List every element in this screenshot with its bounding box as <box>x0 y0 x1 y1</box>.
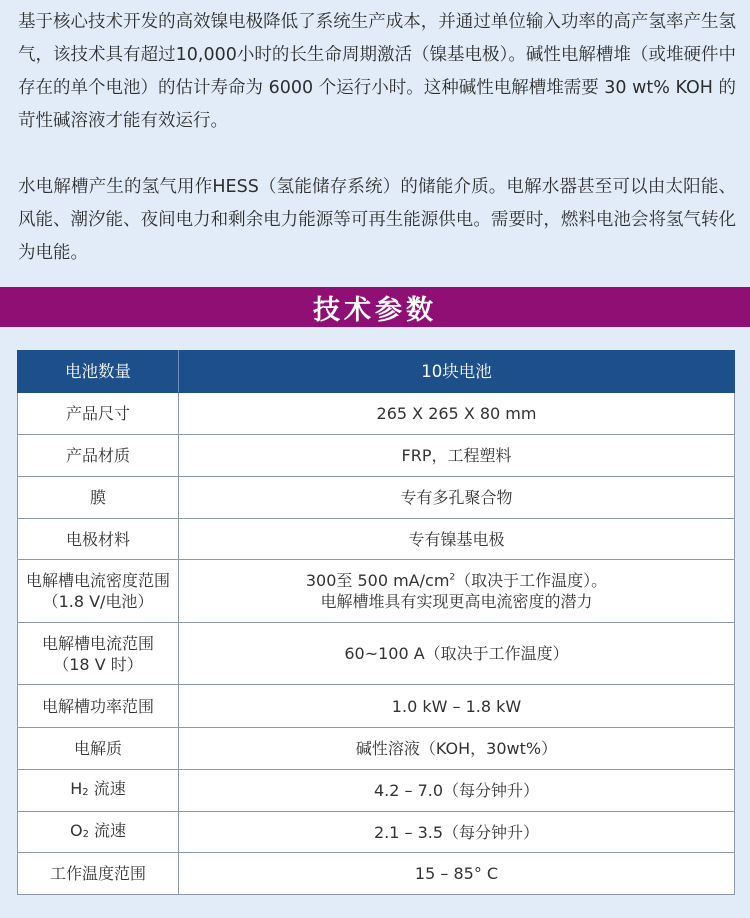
row-label: 电解质 <box>18 728 179 770</box>
row-label: 电极材料 <box>18 519 179 560</box>
row-value <box>179 560 735 623</box>
row-label <box>18 560 179 623</box>
row-value: 1.0 kW – 1.8 kW <box>179 685 735 728</box>
row-label: 工作温度范围 <box>18 853 179 895</box>
label-text: 流速 <box>88 820 127 840</box>
row-label-line: （18 V 时） <box>53 654 143 674</box>
subscript: 2 <box>82 828 89 840</box>
table-row <box>18 685 735 728</box>
value-text: （取决于工作温度）。 <box>455 571 608 590</box>
row-value: 专有镍基电极 <box>179 519 735 560</box>
table-header-row <box>18 351 735 393</box>
row-label <box>18 770 179 812</box>
section-title: 技术参数 <box>313 294 437 326</box>
row-value: 15 – 85° C <box>179 853 735 895</box>
subscript: 2 <box>82 787 89 798</box>
intro-paragraph-2: 水电解槽产生的氢气用作HESS（氢能储存系统）的储能介质。电解水器甚至可以由太阳能、风能、潮汐能、夜间电力和剩余电力能源等可再生能源供电。需要时，燃料电池会将氢气转化为电能。 <box>18 177 736 263</box>
table-row <box>18 812 735 853</box>
intro-paragraph-1: 基于核心技术开发的高效镍电极降低了系统生产成本，并通过单位输入功率的高产氢率产生氢气，该技术具有超过10,000小时的长生命周期激活（镍基电极）。碱性电解槽堆（或堆硬件中存在的单个电池）的估计寿命为 6000 个运行小时。这种碱性电解槽堆需要 30 wt% KOH 的苛性碱溶液才能有效运行。 <box>18 12 736 131</box>
table-row <box>18 393 735 435</box>
row-value: 专有多孔聚合物 <box>179 477 735 519</box>
row-label: 产品材质 <box>18 435 179 477</box>
row-label: 电解槽功率范围 <box>18 685 179 728</box>
table-row <box>18 853 735 895</box>
row-value: FRP，工程塑料 <box>179 435 735 477</box>
row-label-line: （1.8 V/电池） <box>42 592 154 611</box>
row-value-line <box>183 570 730 591</box>
label-text: 流速 <box>88 779 126 798</box>
value-text: 300至 500 mA/cm <box>305 571 450 590</box>
table-row <box>18 435 735 477</box>
row-label-line: 电解槽电流密度范围 <box>25 571 170 590</box>
row-value: 265 X 265 X 80 mm <box>179 393 735 435</box>
row-value-line: 电解槽堆具有实现更高电流密度的潜力 <box>320 592 593 611</box>
spec-table <box>17 350 735 895</box>
row-label: 膜 <box>18 477 179 519</box>
row-label: 产品尺寸 <box>18 393 179 435</box>
section-banner <box>0 287 750 327</box>
table-row <box>18 519 735 560</box>
table-row <box>18 770 735 812</box>
table-row <box>18 623 735 685</box>
table-row <box>18 728 735 770</box>
superscript: 2 <box>449 572 456 583</box>
row-label-line: 电解槽电流范围 <box>41 633 154 653</box>
table-row <box>18 477 735 519</box>
table-row <box>18 560 735 623</box>
row-label <box>18 623 179 685</box>
intro-text <box>18 6 736 270</box>
row-label <box>18 812 179 853</box>
row-value: 2.1 – 3.5（每分钟升） <box>179 812 735 853</box>
label-text: H <box>70 779 83 798</box>
row-value: 60~100 A（取决于工作温度） <box>179 623 735 685</box>
row-value: 4.2 – 7.0（每分钟升） <box>179 770 735 812</box>
header-label-cell: 电池数量 <box>18 351 179 393</box>
label-text: O <box>69 820 83 840</box>
header-value-cell: 10块电池 <box>179 351 735 393</box>
row-value: 碱性溶液（KOH，30wt%） <box>179 728 735 770</box>
